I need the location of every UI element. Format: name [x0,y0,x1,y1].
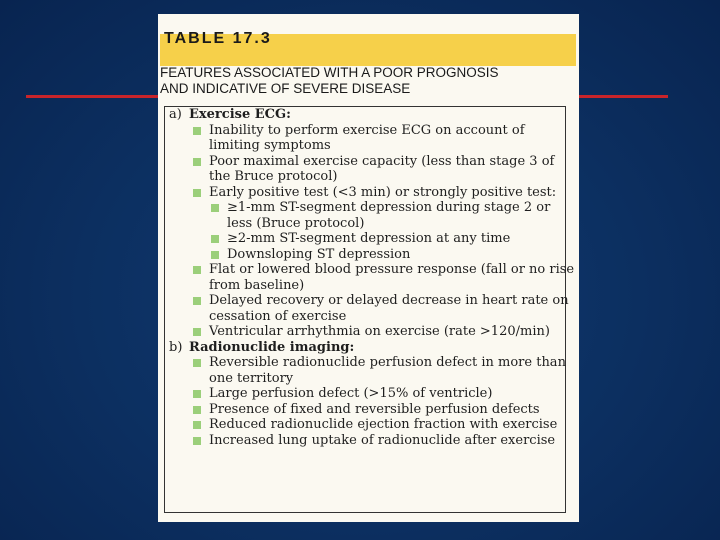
square-bullet-icon [193,359,201,367]
square-bullet-icon [193,127,201,135]
section-title: Exercise ECG: [189,107,291,122]
slide-rule-left [26,95,160,98]
list-item-line: Reduced radionuclide ejection fraction with exercise [209,417,558,432]
list-item-line: Large perfusion defect (>15% of ventricle) [209,386,493,401]
list-item-line: Delayed recovery or delayed decrease in heart rate on [209,293,569,308]
square-bullet-icon [193,266,201,274]
square-bullet-icon [193,390,201,398]
section-header [169,340,569,356]
list-item [169,154,569,185]
sub-list-item [169,231,569,247]
list-item-line: Downsloping ST depression [227,246,411,262]
sub-list-item [169,247,569,263]
list-item [169,433,569,449]
sub-list-item [169,200,569,231]
square-bullet-icon [193,158,201,166]
table-body [169,107,575,448]
list-item-line: Ventricular arrhythmia on exercise (rate >120/min) [209,324,550,339]
table-heading-line: FEATURES ASSOCIATED WITH A POOR PROGNOSIS [160,65,499,80]
section-letter: a) [169,107,182,122]
table-heading [160,65,578,97]
list-item [169,386,569,402]
list-item-line: from baseline) [209,277,305,293]
list-item-line: ≥2-mm ST-segment depression at any time [227,231,511,246]
section-letter: b) [169,339,183,355]
section-title: Radionuclide imaging: [189,339,355,355]
square-bullet-icon [211,235,219,243]
section-header [169,107,569,123]
list-item-line: Presence of fixed and reversible perfusion defects [209,401,540,417]
list-item-line: limiting symptoms [209,138,331,153]
list-item [169,293,569,324]
square-bullet-icon [193,297,201,305]
list-item-line: the Bruce protocol) [209,169,338,184]
list-item [169,355,569,386]
square-bullet-icon [211,204,219,212]
list-item-line: Poor maximal exercise capacity (less than stage 3 of [209,153,555,169]
slide-rule-right [578,95,668,98]
list-item [169,402,569,418]
list-item-line: Early positive test (<3 min) or strongly positive test: [209,184,557,200]
square-bullet-icon [193,328,201,336]
table-label: TABLE 17.3 [164,30,272,47]
list-item-line: Reversible radionuclide perfusion defect in more than [209,355,566,370]
list-item-line: ≥1-mm ST-segment depression during stage 2 or [227,200,551,215]
list-item-line: less (Bruce protocol) [227,215,365,231]
list-item [169,185,569,201]
list-item [169,417,569,433]
list-item-line: one territory [209,370,294,386]
list-item-line: Flat or lowered blood pressure response (fall or no rise [209,262,575,277]
list-item-line: Increased lung uptake of radionuclide after exercise [209,432,556,448]
scanned-table-page [158,14,579,522]
square-bullet-icon [193,406,201,414]
list-item-line: cessation of exercise [209,308,347,324]
square-bullet-icon [193,437,201,445]
list-item [169,123,569,154]
table-heading-line: AND INDICATIVE OF SEVERE DISEASE [160,81,411,96]
list-item [169,324,569,340]
square-bullet-icon [193,421,201,429]
list-item [169,262,575,293]
square-bullet-icon [193,189,201,197]
square-bullet-icon [211,251,219,259]
list-item-line: Inability to perform exercise ECG on account of [209,122,525,138]
